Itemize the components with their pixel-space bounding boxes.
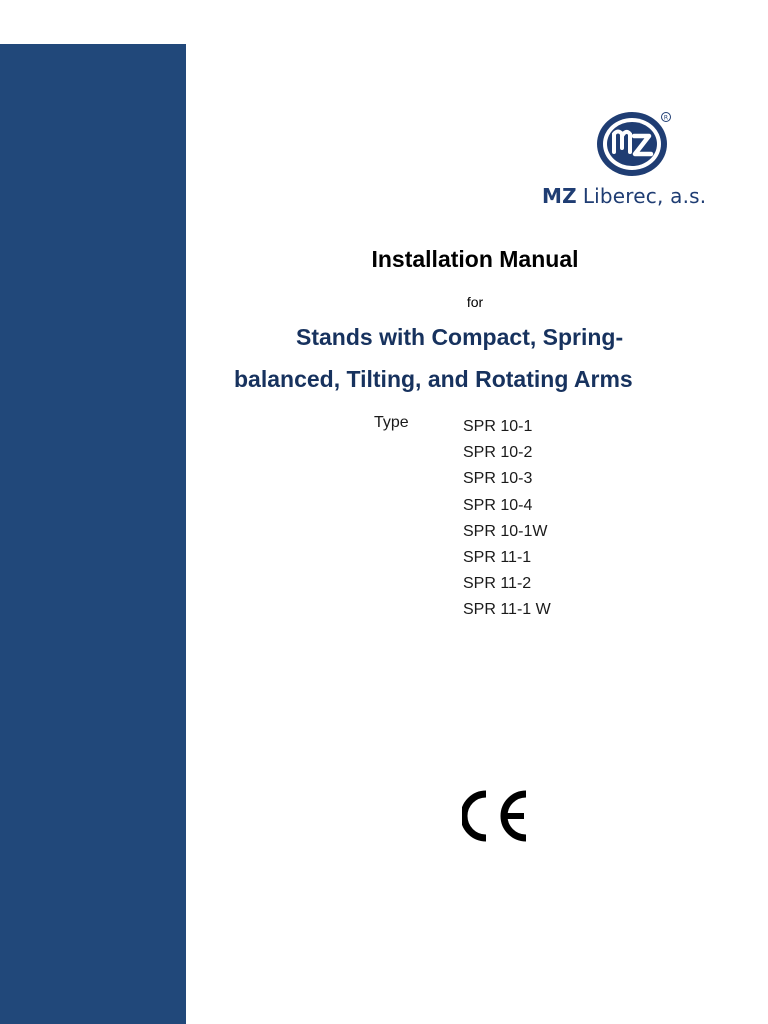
type-label: Type [374, 414, 409, 431]
company-name-rest: Liberec, a.s. [582, 184, 707, 208]
mz-logo-mark [594, 108, 674, 180]
type-item: SPR 11-1 [463, 549, 532, 567]
document-title: Installation Manual [371, 246, 579, 272]
registered-mark: R [663, 114, 669, 122]
type-item: SPR 10-2 [463, 444, 533, 462]
document-for-label: for [466, 294, 484, 310]
company-logo [540, 108, 730, 213]
type-item: SPR 10-4 [463, 496, 533, 514]
type-item: SPR 10-1 [463, 418, 533, 435]
type-item: SPR 11-2 [463, 575, 532, 593]
company-name [542, 184, 706, 208]
type-item: SPR 10-1W [463, 522, 548, 540]
document-subtitle-line-2: balanced, Tilting, and Rotating Arms [234, 366, 633, 392]
type-item: SPR 10-3 [463, 470, 533, 488]
type-list [463, 414, 551, 624]
side-color-band [0, 44, 186, 1024]
type-item: SPR 11-1 W [463, 601, 551, 619]
company-name-bold: MZ [542, 184, 577, 208]
document-subtitle-line-1: Stands with Compact, Spring- [296, 324, 624, 350]
ce-mark-icon [462, 788, 532, 844]
